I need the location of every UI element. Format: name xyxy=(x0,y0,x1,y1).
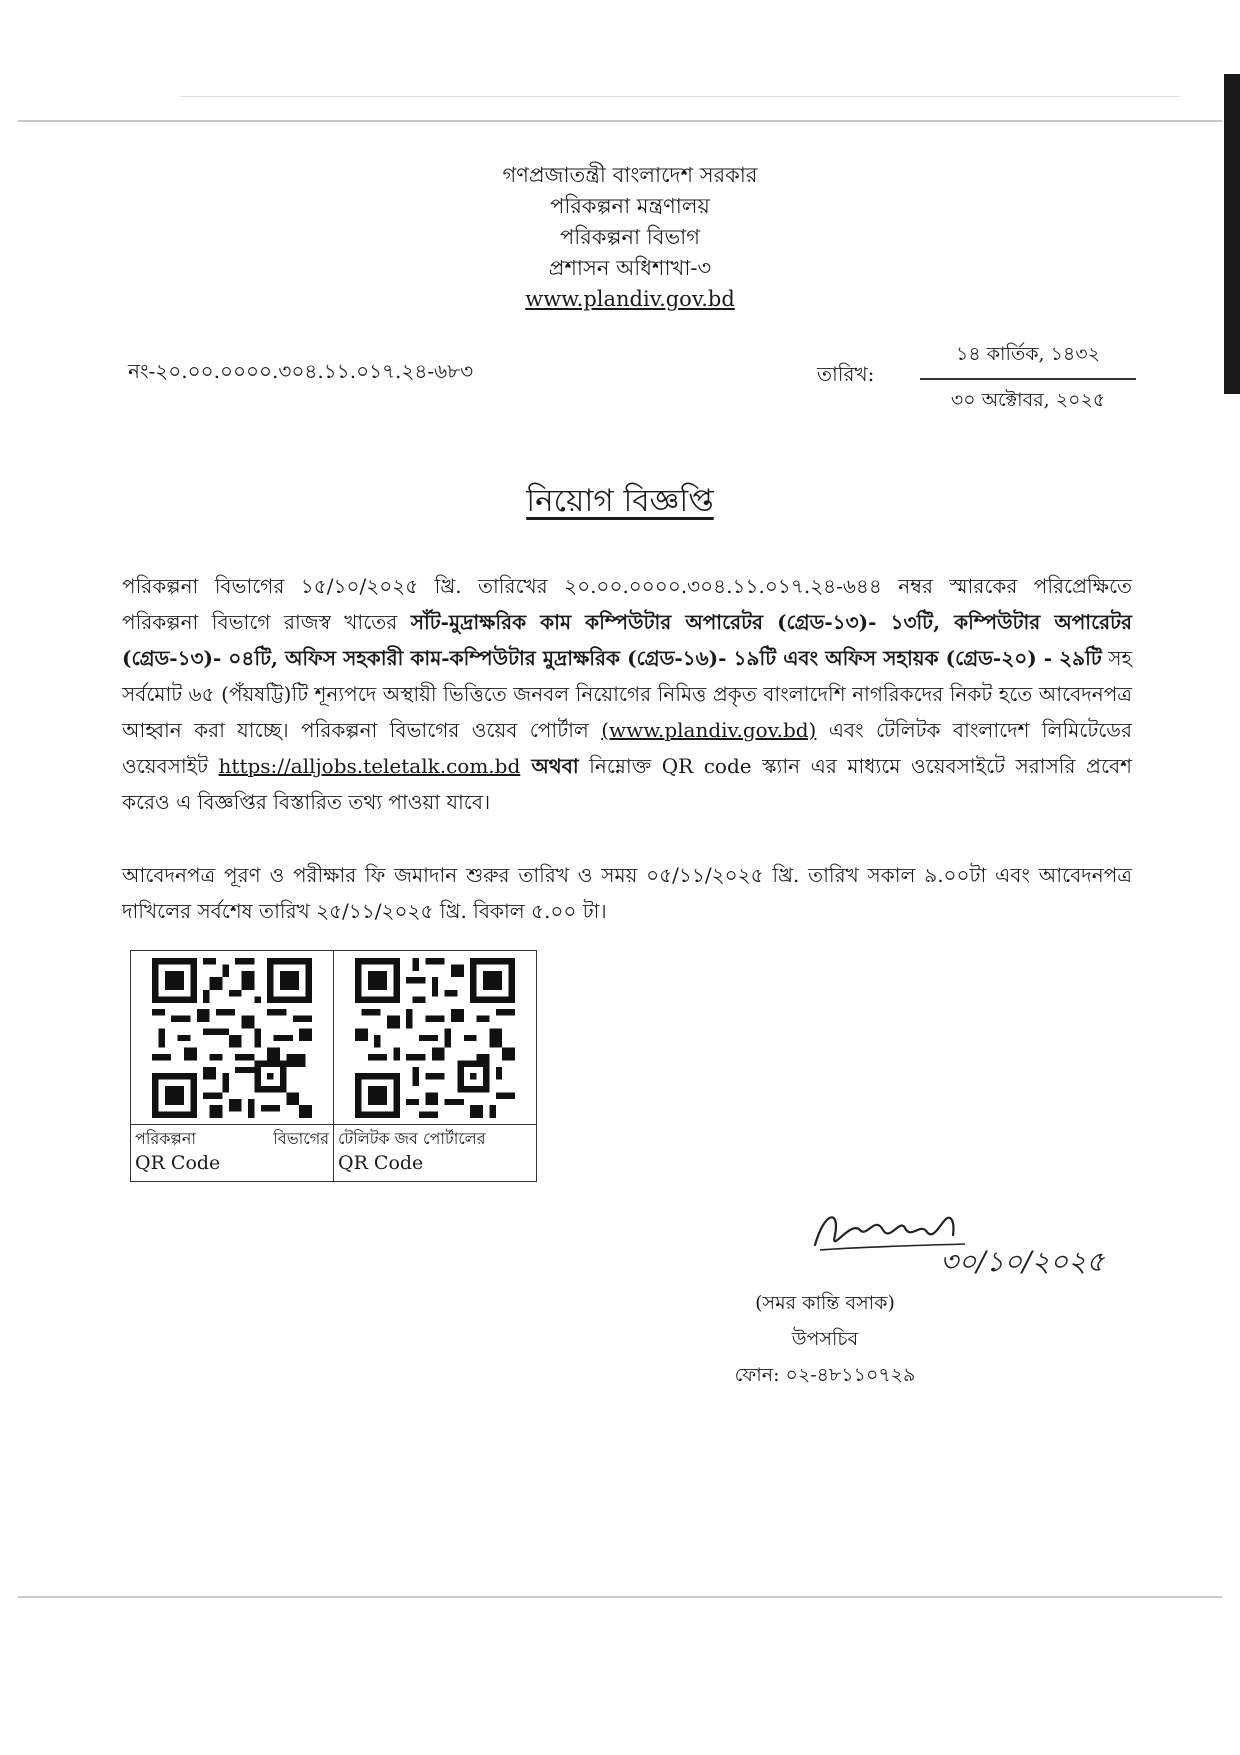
qr-code-table xyxy=(130,950,537,1182)
or-keyword: অথবা xyxy=(520,754,579,778)
website-link[interactable]: www.plandiv.gov.bd xyxy=(525,287,735,311)
qr-caption-teletalk xyxy=(334,1125,537,1182)
signatory-designation: উপসচিব xyxy=(791,1328,859,1350)
qr-code-teletalk-icon[interactable] xyxy=(355,958,515,1118)
section-name: প্রশাসন অধিশাখা-৩ xyxy=(548,256,712,280)
qr-code-plandiv-icon[interactable] xyxy=(152,958,312,1118)
plandiv-link[interactable]: (www.plandiv.gov.bd) xyxy=(601,718,817,742)
date-english: ৩০ অক্টোবর, ২০২৫ xyxy=(950,389,1106,411)
qr-cell-plandiv xyxy=(131,951,334,1125)
letterhead xyxy=(0,160,1240,315)
page-title: নিয়োগ বিজ্ঞপ্তি xyxy=(526,483,714,519)
text-span: নিম্নোক্ত QR code স্ক্যান এর মাধ্যমে ওয়েবসাইটে সরাসরি প্রবেশ করেও এ বিজ্ঞপ্তির বিস্তারিত তথ্য পাওয়া যাবে। xyxy=(122,754,1132,814)
qr-caption-word: বিভাগের xyxy=(273,1129,329,1148)
qr-caption-text: টেলিটক জব পোর্টালের xyxy=(338,1129,486,1148)
date-bangla: ১৪ কার্তিক, ১৪৩২ xyxy=(920,340,1136,380)
qr-code-label: QR Code xyxy=(135,1152,221,1174)
text-span: পরিকল্পনা বিভাগের ১৫/১০/২০২৫ খ্রি. তারিখের ২০.০০.০০০০.৩০৪.১১.০১৭.২৪-৬৪৪ নম্বর স্মারকের পরিপ্রেক্ষিতে পরিকল্পনা বিভাগে রাজস্ব খাতের xyxy=(122,574,1132,634)
text-span: সহ সর্বমোট ৬৫ (পঁয়ষট্টি)টি শূন্যপদে অস্থায়ী ভিত্তিতে জনবল নিয়োগের নিমিত্ত প্রকৃত বাংলাদেশি নাগরিকদের নিকট হতে আবেদনপত্র আহ্বান করা যাচ্ছে। পরিকল্পনা বিভাগের ওয়েব পোর্টাল xyxy=(122,646,1132,742)
scan-artifact-line xyxy=(18,120,1222,122)
govt-name: গণপ্রজাতন্ত্রী বাংলাদেশ সরকার xyxy=(502,163,758,187)
handwritten-date: ৩০/১০/২০২৫ xyxy=(940,1245,1105,1278)
qr-cell-teletalk xyxy=(334,951,537,1125)
signatory-block xyxy=(705,1285,945,1393)
qr-caption-word: পরিকল্পনা xyxy=(135,1129,197,1148)
signatory-name: (সমর কান্তি বসাক) xyxy=(755,1292,895,1314)
memo-number: নং-২০.০০.০০০০.৩০৪.১১.০১৭.২৪-৬৮৩ xyxy=(128,359,474,383)
signatory-phone: ফোন: ০২-৪৮১১০৭২৯ xyxy=(734,1364,916,1386)
text-span: এবং টেলিটক বাংলাদেশ লিমিটেডের ওয়েবসাইট xyxy=(122,718,1132,778)
date-block xyxy=(920,340,1136,418)
scan-artifact-line xyxy=(180,96,1180,97)
division-name: পরিকল্পনা বিভাগ xyxy=(560,225,700,249)
qr-code-label: QR Code xyxy=(338,1152,424,1174)
qr-caption-plandiv xyxy=(131,1125,334,1182)
notice-paragraph-1 xyxy=(122,568,1132,820)
notice-paragraph-2: আবেদনপত্র পূরণ ও পরীক্ষার ফি জমাদান শুরুর তারিখ ও সময় ০৫/১১/২০২৫ খ্রি. তারিখ সকাল ৯.০০টা এবং আবেদনপত্র দাখিলের সর্বশেষ তারিখ ২৫/১১/২০২৫ খ্রি. বিকাল ৫.০০ টা। xyxy=(122,863,1132,923)
scan-artifact-line xyxy=(18,1596,1222,1598)
date-label: তারিখ: xyxy=(817,362,875,386)
ministry-name: পরিকল্পনা মন্ত্রণালয় xyxy=(550,194,710,218)
teletalk-link[interactable]: https://alljobs.teletalk.com.bd xyxy=(218,754,521,778)
posts-list: সাঁট-মুদ্রাক্ষরিক কাম কম্পিউটার অপারেটর (গ্রেড-১৩)- ১৩টি, কম্পিউটার অপারেটর (গ্রেড-১৩)- ০৪টি, অফিস সহকারী কাম-কম্পিউটার মুদ্রাক্ষরিক (গ্রেড-১৬)- ১৯টি এবং অফিস সহায়ক (গ্রেড-২০) - ২৯টি xyxy=(122,610,1133,670)
